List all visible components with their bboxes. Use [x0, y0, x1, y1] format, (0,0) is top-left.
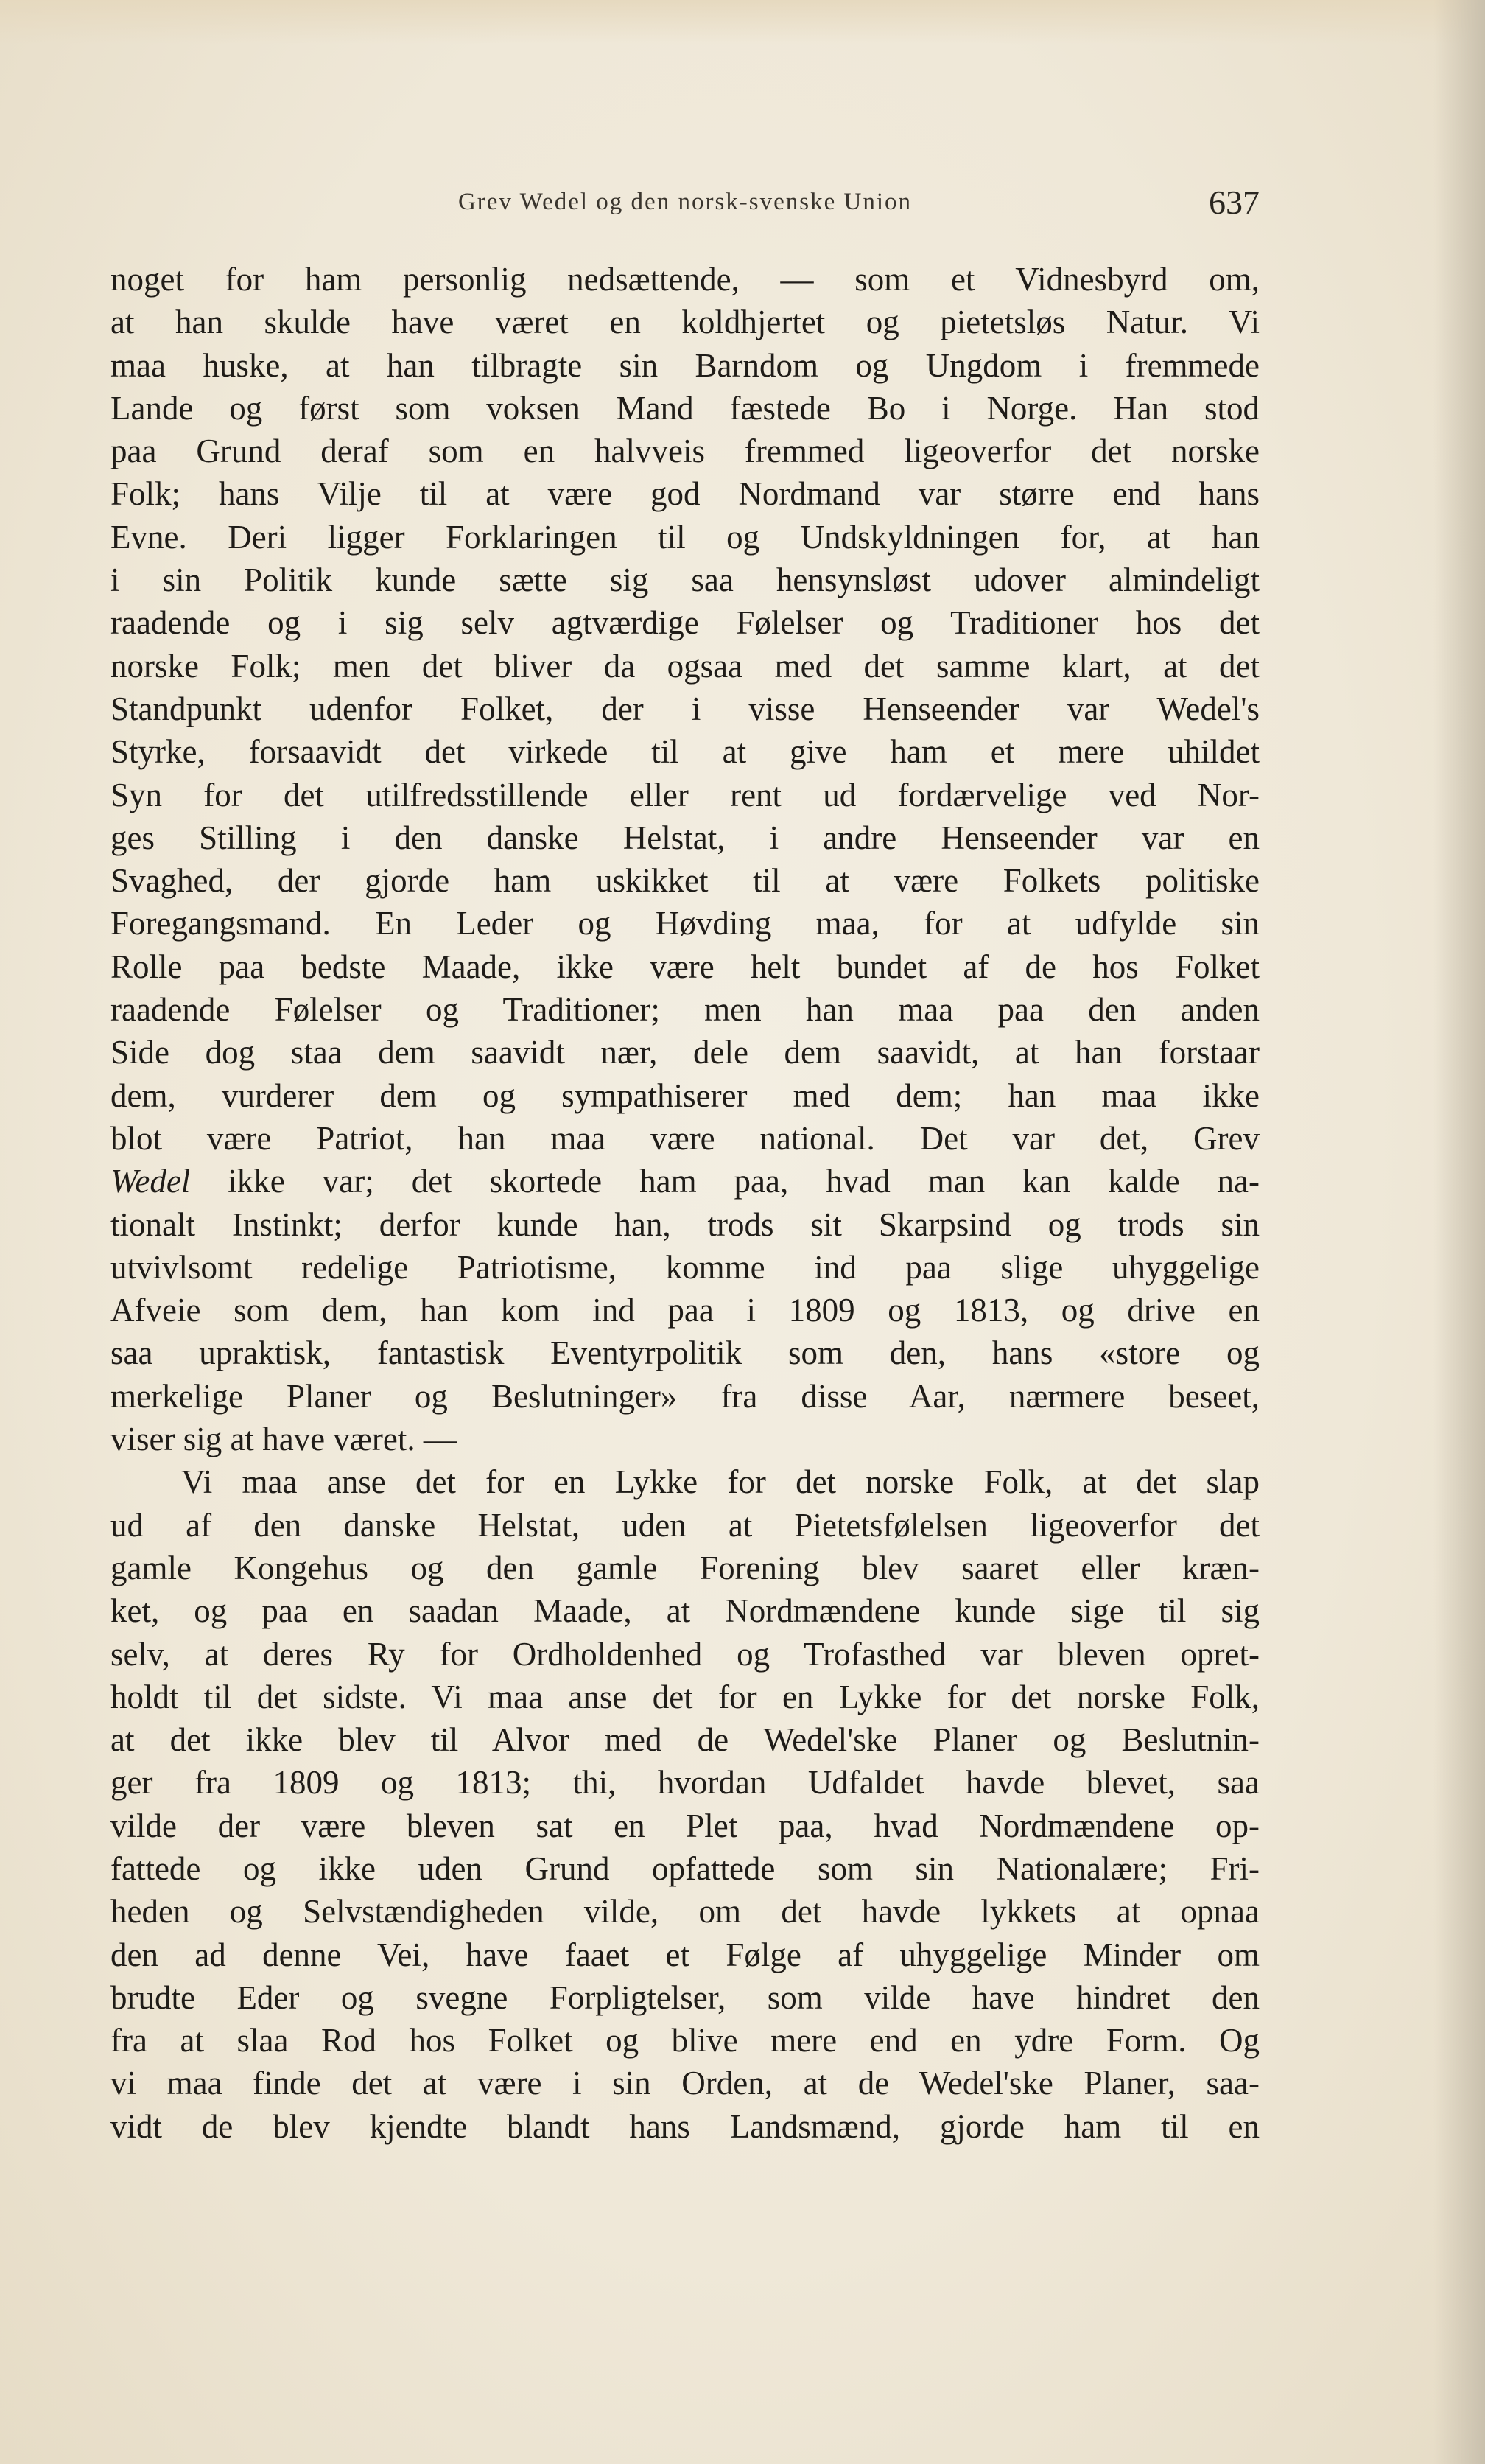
text-line: vi maa finde det at være i sin Orden, at de Wedel'ske Planer, saa- [110, 2065, 1260, 2102]
page-number: 637 [1209, 183, 1260, 221]
text-line: saa upraktisk, fantastisk Eventyrpolitik som den, hans «store og [110, 1334, 1260, 1372]
text-line: Styrke, forsaavidt det virkede til at give ham et mere uhildet [110, 733, 1260, 771]
text-line-with-italic [110, 1160, 1260, 1203]
text-line: maa huske, at han tilbragte sin Barndom og Ungdom i fremmede [110, 346, 1260, 384]
text-line: ud af den danske Helstat, uden at Pietetsfølelsen ligeoverfor det [110, 1506, 1260, 1544]
italic-name: Wedel [110, 1163, 191, 1200]
text-line: merkelige Planer og Beslutninger» fra disse Aar, nærmere beseet, [110, 1377, 1260, 1415]
text-line: brudte Eder og svegne Forpligtelser, som vilde have hindret den [110, 1978, 1260, 2016]
text-line: at han skulde have været en koldhjertet og pietetsløs Natur. Vi [110, 304, 1260, 341]
text-line: Afveie som dem, han kom ind paa i 1809 og 1813, og drive en [110, 1292, 1260, 1329]
paper-right-edge [1433, 0, 1485, 2464]
text-line: Evne. Deri ligger Forklaringen til og Undskyldningen for, at han [110, 518, 1260, 556]
text-line: Svaghed, der gjorde ham uskikket til at være Folkets politiske [110, 862, 1260, 900]
text-line: selv, at deres Ry for Ordholdenhed og Trofasthed var bleven opret- [110, 1635, 1260, 1673]
text-line: ger fra 1809 og 1813; thi, hvordan Udfaldet havde blevet, saa [110, 1764, 1260, 1802]
text-line: paa Grund deraf som en halvveis fremmed ligeoverfor det norske [110, 433, 1260, 470]
text-line: vilde der være bleven sat en Plet paa, hvad Nordmændene op- [110, 1807, 1260, 1844]
text-line: Standpunkt udenfor Folket, der i visse Henseender var Wedel's [110, 690, 1260, 727]
text-line: utvivlsomt redelige Patriotisme, komme ind paa slige uhyggelige [110, 1248, 1260, 1286]
text-line: blot være Patriot, han maa være national. Det var det, Grev [110, 1119, 1260, 1157]
text-line: dem, vurderer dem og sympathiserer med dem; han maa ikke [110, 1077, 1260, 1114]
text-line: Rolle paa bedste Maade, ikke være helt bundet af de hos Folket [110, 948, 1260, 985]
paper-top-edge [0, 0, 1485, 44]
text-line: raadende og i sig selv agtværdige Følelser og Traditioner hos det [110, 604, 1260, 642]
text-line: norske Folk; men det bliver da ogsaa med det samme klart, at det [110, 647, 1260, 685]
text-line: Foregangsmand. En Leder og Høvding maa, for at udfylde sin [110, 905, 1260, 942]
text-line: at det ikke blev til Alvor med de Wedel'ske Planer og Beslutnin- [110, 1721, 1260, 1759]
text-line: tionalt Instinkt; derfor kunde han, trods sit Skarpsind og trods sin [110, 1205, 1260, 1243]
text-line-paragraph-start: Vi maa anse det for en Lykke for det norske Folk, at det slap [181, 1463, 1260, 1501]
text-line: ges Stilling i den danske Helstat, i andre Henseender var en [110, 819, 1260, 856]
text-line: Lande og først som voksen Mand fæstede Bo i Norge. Han stod [110, 389, 1260, 427]
text-line: holdt til det sidste. Vi maa anse det for en Lykke for det norske Folk, [110, 1678, 1260, 1715]
text-line: den ad denne Vei, have faaet et Følge af uhyggelige Minder om [110, 1936, 1260, 1973]
text-line: gamle Kongehus og den gamle Forening blev saaret eller kræn- [110, 1549, 1260, 1586]
page-header [110, 183, 1260, 227]
text-line: noget for ham personlig nedsættende, — som et Vidnesbyrd om, [110, 261, 1260, 298]
text-line: heden og Selvstændigheden vilde, om det havde lykkets at opnaa [110, 1893, 1260, 1931]
text-line: Syn for det utilfredsstillende eller rent ud fordærvelige ved Nor- [110, 776, 1260, 813]
text-line: Side dog staa dem saavidt nær, dele dem saavidt, at han forstaar [110, 1034, 1260, 1071]
text-line-paragraph-end: viser sig at have været. — [110, 1421, 457, 1458]
text-line: vidt de blev kjendte blandt hans Landsmænd, gjorde ham til en [110, 2107, 1260, 2145]
text-line-rest: ikke var; det skortede ham paa, hvad man kan kalde na- [190, 1163, 1260, 1200]
text-line: fattede og ikke uden Grund opfattede som sin Nationalære; Fri- [110, 1849, 1260, 1887]
text-line: ket, og paa en saadan Maade, at Nordmændene kunde sige til sig [110, 1592, 1260, 1630]
text-line: i sin Politik kunde sætte sig saa hensynsløst udover almindeligt [110, 561, 1260, 599]
text-line: raadende Følelser og Traditioner; men han maa paa den anden [110, 991, 1260, 1029]
text-line: fra at slaa Rod hos Folket og blive mere end en ydre Form. Og [110, 2022, 1260, 2059]
text-line: Folk; hans Vilje til at være god Nordmand var større end hans [110, 475, 1260, 513]
body-text [110, 258, 1260, 2148]
running-head: Grev Wedel og den norsk-svenske Union [457, 189, 913, 215]
